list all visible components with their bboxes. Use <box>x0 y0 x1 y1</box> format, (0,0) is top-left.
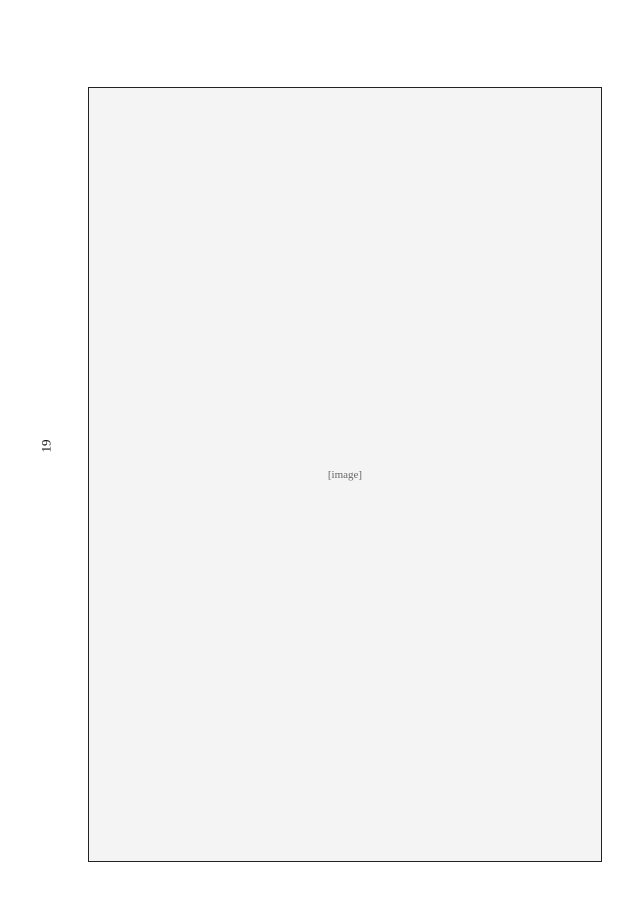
page-number: 19 <box>38 439 54 453</box>
rotated-program-table <box>88 87 602 862</box>
image-placeholder: [image] <box>89 88 601 861</box>
